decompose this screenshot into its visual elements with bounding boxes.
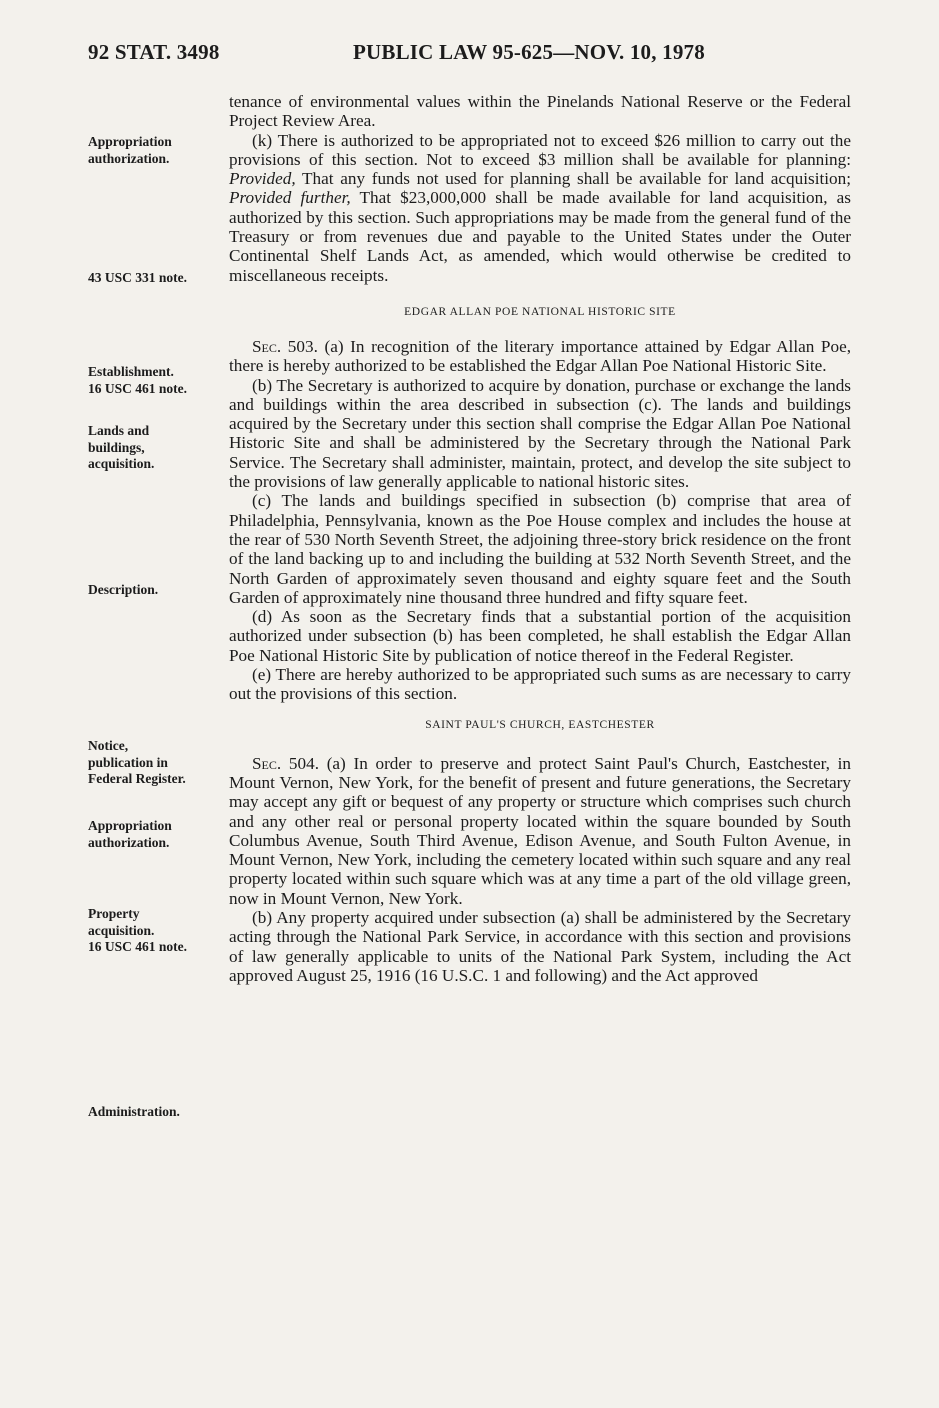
italic-provided-further: Provided further, <box>229 188 351 208</box>
margin-note-line: Property <box>88 906 140 921</box>
margin-note-description <box>88 582 158 599</box>
margin-note-line: Establishment. <box>88 364 174 379</box>
margin-note-lands-buildings <box>88 423 154 473</box>
section-heading-st-pauls: SAINT PAUL'S CHURCH, EASTCHESTER <box>425 718 655 731</box>
text-run: That $23,000,000 shall be made available for land acquisition, as authorized by this section. Such appropriations may be made from the general fund of the Treasury or from revenues due and payable to the United States under the Outer Continental Shelf Lands Act, as amended, which would otherwise be credited to miscellaneous receipts. <box>229 188 852 285</box>
margin-note-line: authorization. <box>88 150 170 166</box>
section-503-d: (d) As soon as the Secretary finds that a substantial portion of the acquisition authorized under subsection (b) has been completed, he shall establish the Edgar Allan Poe National Historic Site by publication of notice thereof in the Federal Register. <box>229 607 851 665</box>
section-label: Sec. <box>252 336 282 356</box>
margin-note-administration <box>88 1104 180 1121</box>
margin-note-line: acquisition. <box>88 456 155 471</box>
margin-note-line: Description. <box>88 582 159 597</box>
text-run: 504. (a) In order to preserve and protect Saint Paul's Church, Eastchester, in Mount Vernon, New York, for the benefit of present and future generations, the Secretary may accept any gift or bequest of any property or structure which comprises such church and any other real or personal property located within the square bounded by South Columbus Avenue, South Third Avenue, Edison Avenue, and South Fulton Avenue, in Mount Vernon, New York, including the cemetery located within such square and any real property located within such square which was at any time a part of the old village green, now in Mount Vernon, New York. <box>229 753 851 908</box>
section-label: Sec. <box>252 753 282 773</box>
margin-note-establishment <box>88 364 187 397</box>
body-text <box>229 92 851 985</box>
margin-note-appropriation <box>88 134 172 167</box>
section-503-c: (c) The lands and buildings specified in subsection (b) comprise that area of Philadelphia, Pennsylvania, known as the Poe House complex and includes the house at the rear of 530 North Seventh Street, the adjoining three-story brick residence on the front of the land backing up to and including the building at 532 North Seventh Street, and the North Garden of approximately seven thousand and eighty square feet and the South Garden of approximately nine thousand three hundred and fifty square feet. <box>229 491 851 607</box>
margin-note-line: 43 USC 331 note. <box>88 270 188 285</box>
margin-note-line: 16 USC 461 note. <box>88 380 188 396</box>
section-503-b: (b) The Secretary is authorized to acquire by donation, purchase or exchange the lands and buildings within the area described in subsection (c). The lands and buildings acquired by the Secretary under this section shall comprise the Edgar Allan Poe National Historic Site and shall be administered by the Secretary through the National Park Service. The Secretary shall administer, maintain, protect, and develop the site subject to the provisions of law generally applicable to national historic sites. <box>229 375 851 492</box>
section-504-b: (b) Any property acquired under subsection (a) shall be administered by the Secretary acting through the National Park Service, in accordance with this section and provisions of law generally applicable to units of the National Park System, including the Act approved August 25, 1916 (16 U.S.C. 1 and following) and the Act approved <box>229 907 851 985</box>
section-503-a <box>229 337 851 376</box>
margin-note-line: Appropriation <box>88 134 172 149</box>
margin-note-line: Appropriation <box>88 818 172 833</box>
page-header <box>88 40 868 70</box>
margin-note-property-acquisition <box>88 906 187 956</box>
section-heading-poe: EDGAR ALLAN POE NATIONAL HISTORIC SITE <box>404 305 676 318</box>
public-law-title: PUBLIC LAW 95-625—NOV. 10, 1978 <box>353 40 705 64</box>
margin-note-line: Federal Register. <box>88 771 186 786</box>
margin-note-notice <box>88 738 186 788</box>
text-run: That any funds not used for planning shall be available for land acquisition; <box>295 169 851 189</box>
margin-note-line: authorization. <box>88 834 170 850</box>
margin-note-line: 16 USC 461 note. <box>88 939 188 954</box>
margin-note-line: Notice, <box>88 738 129 753</box>
paragraph-k <box>229 131 851 285</box>
margin-note-line: buildings, <box>88 439 145 455</box>
statute-page-number: 92 STAT. 3498 <box>88 40 220 64</box>
section-503-e: (e) There are hereby authorized to be appropriated such sums as are necessary to carry out the provisions of this section. <box>229 665 851 704</box>
text-run: (k) There is authorized to be appropriated not to exceed $26 million to carry out the provisions of this section. Not to exceed $3 million shall be available for planning: <box>229 130 851 169</box>
paragraph-continuation: tenance of environmental values within the Pinelands National Reserve or the Federal Project Review Area. <box>229 92 851 131</box>
section-504-a <box>229 754 851 908</box>
margin-note-line: Administration. <box>88 1104 180 1119</box>
italic-provided: Provided, <box>229 169 296 189</box>
margin-note-appropriation-2 <box>88 818 172 851</box>
margin-note-line: acquisition. <box>88 922 155 938</box>
margin-note-line: Lands and <box>88 423 150 438</box>
margin-note-line: publication in <box>88 754 168 770</box>
text-run: 503. (a) In recognition of the literary importance attained by Edgar Allan Poe, there is hereby authorized to be established the Edgar Allan Poe National Historic Site. <box>229 336 851 376</box>
margin-note-usc-331 <box>88 270 187 287</box>
